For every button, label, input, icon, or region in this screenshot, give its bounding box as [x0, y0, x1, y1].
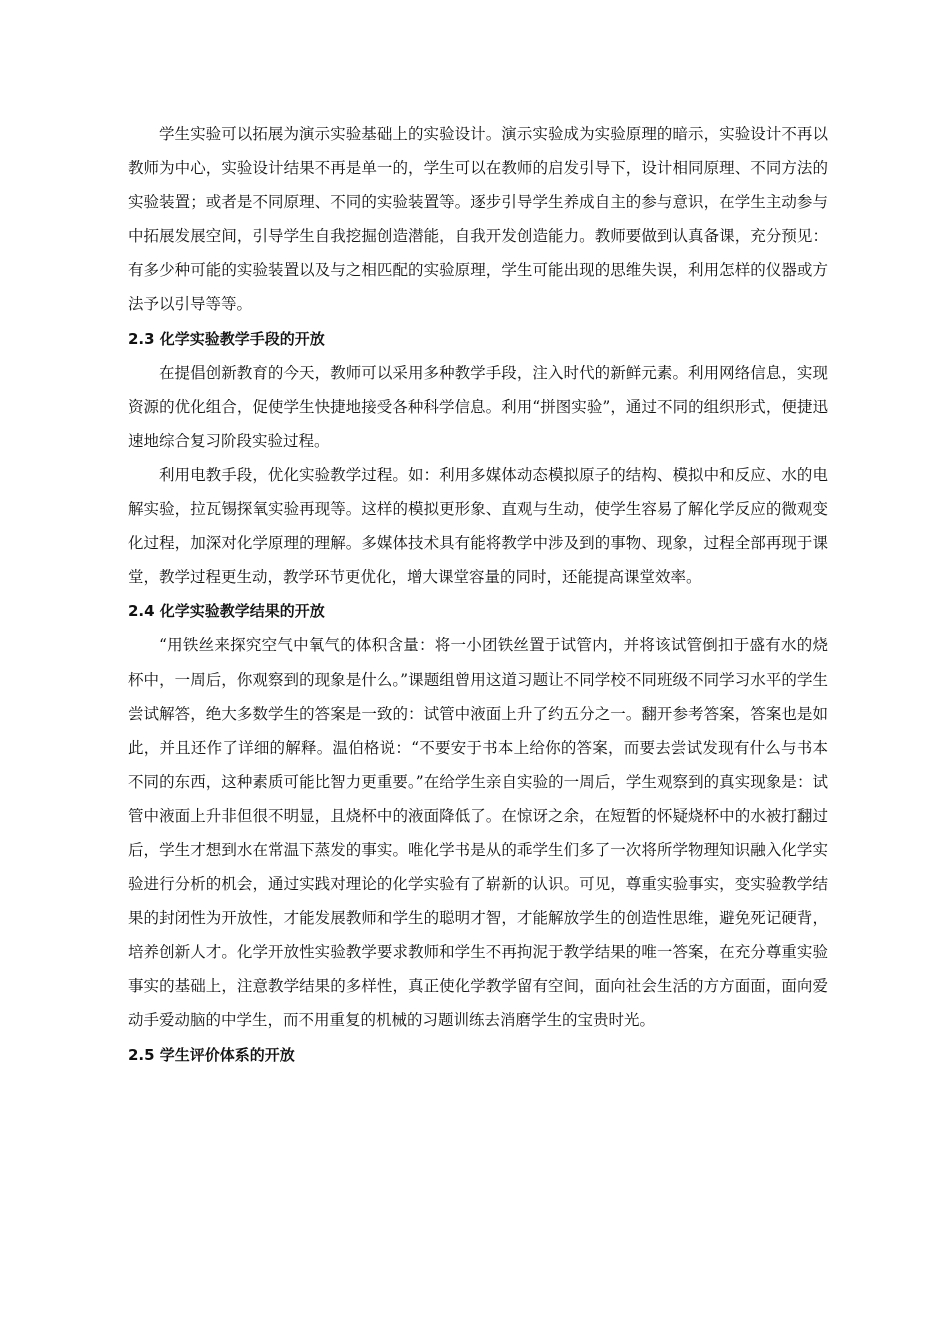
document-body [128, 117, 828, 1072]
paragraph-multimedia: 利用电教手段，优化实验教学过程。如：利用多媒体动态模拟原子的结构、模拟中和反应、水的电解实验，拉瓦锡探氧实验再现等。这样的模拟更形象、直观与生动，使学生容易了解化学反应的微观变化过程，加深对化学原理的理解。多媒体技术具有能将教学中涉及到的事物、现象，过程全部再现于课堂，教学过程更生动，教学环节更优化，增大课堂容量的同时，还能提高课堂效率。 [128, 465, 828, 587]
heading-2-3: 2.3 化学实验教学手段的开放 [128, 329, 325, 348]
heading-2-5: 2.5 学生评价体系的开放 [128, 1045, 295, 1064]
paragraph-teaching-methods: 在提倡创新教育的今天，教师可以采用多种教学手段，注入时代的新鲜元素。利用网络信息，实现资源的优化组合，促使学生快捷地接受各种科学信息。利用“拼图实验”，通过不同的组织形式，便捷迅速地综合复习阶段实验过程。 [128, 363, 828, 450]
paragraph-student-experiment-design: 学生实验可以拓展为演示实验基础上的实验设计。演示实验成为实验原理的暗示，实验设计不再以教师为中心，实验设计结果不再是单一的，学生可以在教师的启发引导下，设计相同原理、不同方法的实验装置；或者是不同原理、不同的实验装置等。逐步引导学生养成自主的参与意识，在学生主动参与中拓展发展空间，引导学生自我挖掘创造潜能，自我开发创造能力。教师要做到认真备课，充分预见：有多少种可能的实验装置以及与之相匹配的实验原理，学生可能出现的思维失误，利用怎样的仪器或方法予以引导等等。 [128, 125, 828, 314]
heading-2-4: 2.4 化学实验教学结果的开放 [128, 602, 325, 621]
paragraph-teaching-results: “用铁丝来探究空气中氧气的体积含量：将一小团铁丝置于试管内，并将该试管倒扣于盛有水的烧杯中，一周后，你观察到的现象是什么。”课题组曾用这道习题让不同学校不同班级不同学习水平的学生尝试解答，绝大多数学生的答案是一致的：试管中液面上升了约五分之一。翻开参考答案，答案也是如此，并且还作了详细的解释。温伯格说：“不要安于书本上给你的答案，而要去尝试发现有什么与书本不同的东西，这种素质可能比智力更重要。”在给学生亲自实验的一周后，学生观察到的真实现象是：试管中液面上升非但很不明显，且烧杯中的液面降低了。在惊讶之余，在短暂的怀疑烧杯中的水被打翻过后，学生才想到水在常温下蒸发的事实。唯化学书是从的乖学生们多了一次将所学物理知识融入化学实验进行分析的机会，通过实践对理论的化学实验有了崭新的认识。可见，尊重实验事实，变实验教学结果的封闭性为开放性，才能发展教师和学生的聪明才智，才能解放学生的创造性思维，避免死记硬背，培养创新人才。化学开放性实验教学要求教师和学生不再拘泥于教学结果的唯一答案，在充分尊重实验事实的基础上，注意教学结果的多样性，真正使化学教学留有空间，面向社会生活的方方面面，面向爱动手爱动脑的中学生，而不用重复的机械的习题训练去消磨学生的宝贵时光。 [128, 636, 828, 1030]
